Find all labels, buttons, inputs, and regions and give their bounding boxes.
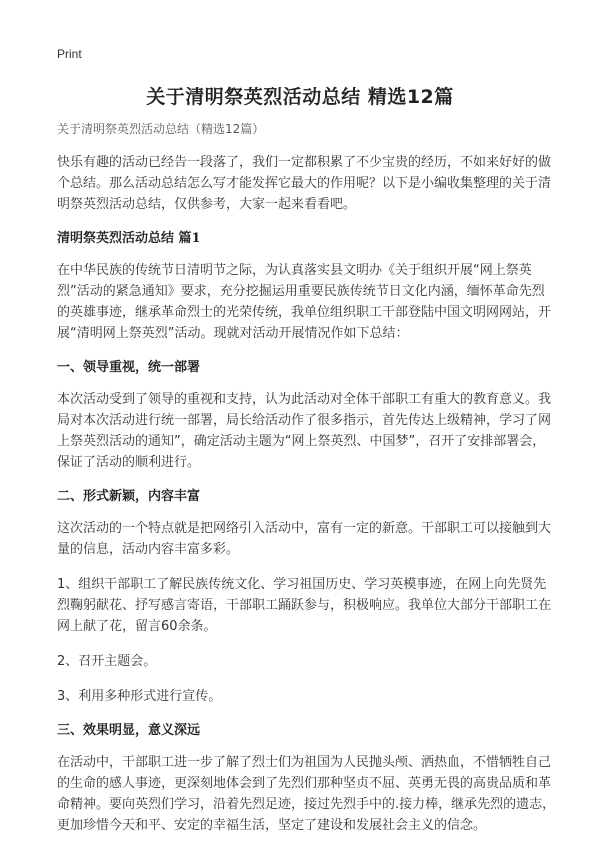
document-title: 关于清明祭英烈活动总结 精选12篇 xyxy=(146,86,454,108)
section-heading-effect: 三、效果明显，意义深远 xyxy=(57,723,201,738)
article-1-intro-paragraph: 在中华民族的传统节日清明节之际，为认真落实县文明办《关于组织开展“网上祭英烈”活动的紧急通知》要求，充分挖掘运用重要民族传统节日文化内涵，缅怀革命先烈的英雄事迹，继承革命烈士的光荣传统，我单位组织职工干部登陆中国文明网网站，开展“清明网上祭英烈”活动。现就对活动开展情况作如下总结： xyxy=(57,263,552,341)
list-item-3: 3、利用多种形式进行宣传。 xyxy=(57,689,222,704)
document-subtitle: 关于清明祭英烈活动总结（精选12篇） xyxy=(57,122,265,136)
list-item-2: 2、召开主题会。 xyxy=(57,654,157,669)
effect-paragraph: 在活动中，干部职工进一步了解了烈士们为祖国为人民抛头颅、洒热血，不惜牺牲自己的生命的感人事迹，更深刻地体会到了先烈们那种坚贞不屈、英勇无畏的高贵品质和革命精神。要向英烈们学习，沿着先烈足迹，接过先烈手中的.接力棒，继承先烈的遗志，更加珍惜今天和平、安定的幸福生活，坚定了建设和发展社会主义的信念。 xyxy=(57,755,556,833)
list-item-1: 1、组织干部职工了解民族传统文化、学习祖国历史、学习英模事迹，在网上向先贤先烈鞠躬献花、抒写感言寄语，干部职工踊跃参与，积极响应。我单位大部分干部职工在网上献了花，留言60余条。 xyxy=(57,577,552,634)
format-paragraph: 这次活动的一个特点就是把网络引入活动中，富有一定的新意。干部职工可以接触到大量的信息，活动内容丰富多彩。 xyxy=(57,521,552,557)
section-heading-article-1: 清明祭英烈活动总结 篇1 xyxy=(57,231,201,246)
section-heading-format: 二、形式新颖，内容丰富 xyxy=(57,489,201,504)
document-body xyxy=(57,120,557,850)
leadership-paragraph: 本次活动受到了领导的重视和支持，认为此活动对全体干部职工有重大的教育意义。我局对本次活动进行统一部署，局长给活动作了很多指示，首先传达上级精神，学习了网上祭英烈活动的通知”，确定活动主题为“网上祭英烈、中国梦”，召开了安排部署会，保证了活动的顺利进行。 xyxy=(57,392,552,470)
section-heading-leadership: 一、领导重视，统一部署 xyxy=(57,360,201,375)
intro-paragraph: 快乐有趣的活动已经告一段落了，我们一定都积累了不少宝贵的经历，不如来好好的做个总结。那么活动总结怎么写才能发挥它最大的作用呢？以下是小编收集整理的关于清明祭英烈活动总结，仅供参考，大家一起来看看吧。 xyxy=(57,155,552,212)
print-link[interactable]: Print xyxy=(57,47,82,61)
